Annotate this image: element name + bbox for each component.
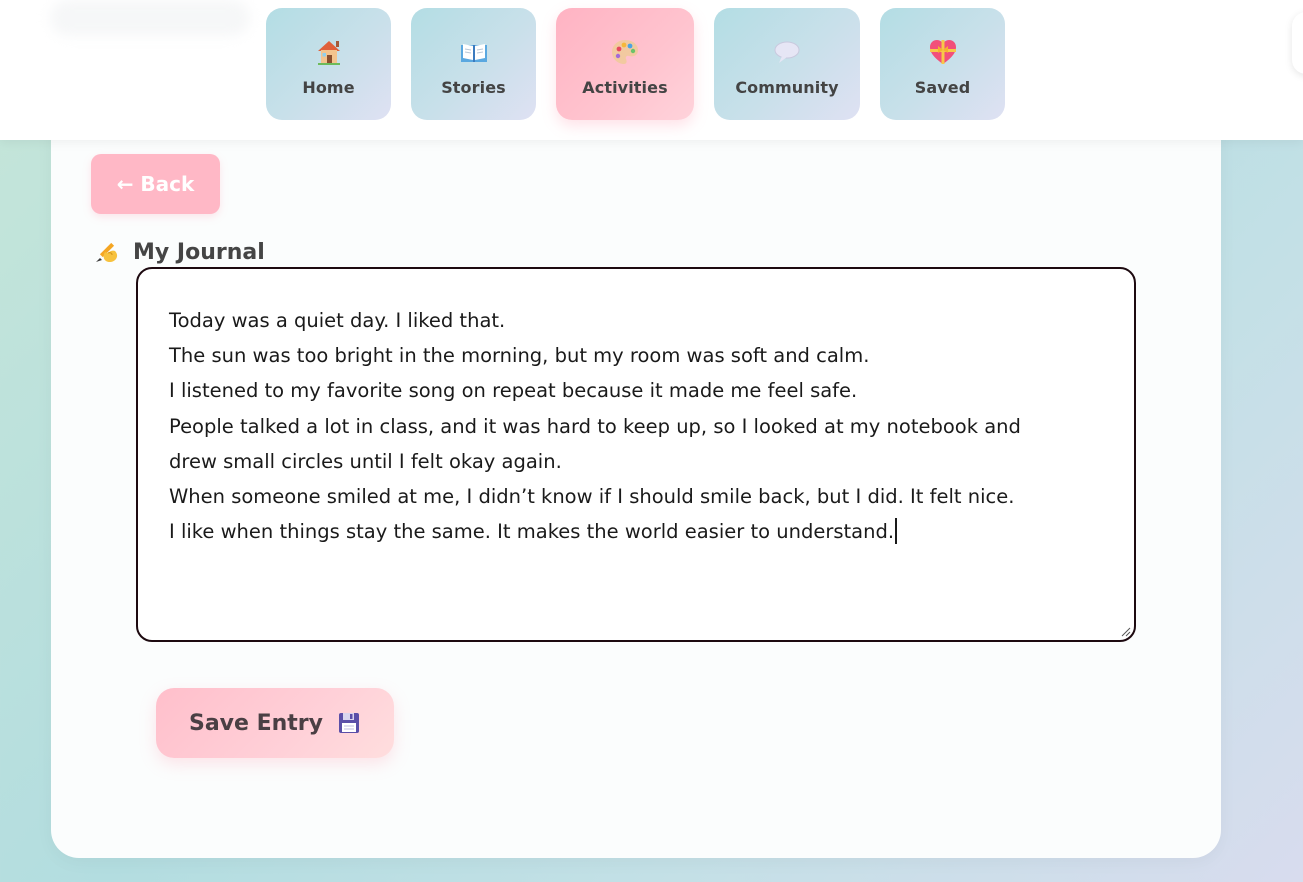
book-icon (458, 36, 490, 68)
heart-ribbon-icon (927, 36, 959, 68)
palette-icon (609, 36, 641, 68)
house-icon (313, 36, 345, 68)
nav-saved-button[interactable] (880, 8, 1005, 120)
journal-text-line: I like when things stay the same. It makes the world easier to understand. (169, 520, 895, 544)
resize-handle-icon[interactable] (1121, 627, 1131, 637)
nav-activities-label: Activities (582, 78, 668, 97)
speech-bubble-icon (771, 36, 803, 68)
nav-community-label: Community (735, 78, 839, 97)
writing-hand-icon (93, 238, 121, 266)
journal-text-line: The sun was too bright in the morning, but my room was soft and calm. (169, 344, 870, 368)
save-entry-button[interactable] (156, 688, 394, 758)
nav-stories-button[interactable] (411, 8, 536, 120)
faded-header-element (50, 0, 250, 36)
top-navigation-bar (0, 0, 1303, 140)
journal-text-line: drew small circles until I felt okay again. (169, 449, 562, 473)
text-caret (895, 518, 897, 544)
nav-home-button[interactable] (266, 8, 391, 120)
save-entry-label: Save Entry (188, 710, 323, 736)
nav-saved-label: Saved (914, 78, 971, 97)
journal-title: My Journal (133, 239, 265, 265)
journal-text-line: I listened to my favorite song on repeat because it made me feel safe. (169, 379, 858, 403)
side-panel-edge (1292, 12, 1303, 74)
back-button[interactable]: ← Back (91, 154, 220, 214)
journal-heading (93, 236, 265, 268)
nav-stories-label: Stories (441, 78, 506, 97)
nav-community-button[interactable] (714, 8, 860, 120)
floppy-disk-icon (337, 711, 361, 735)
journal-text-line: People talked a lot in class, and it was hard to keep up, so I looked at my notebook and (169, 414, 1021, 438)
journal-text-line: Today was a quiet day. I liked that. (169, 309, 506, 332)
journal-text-line-last (169, 514, 1104, 549)
journal-text-line: When someone smiled at me, I didn’t know if I should smile back, but I did. It felt nice. (169, 485, 1015, 509)
nav-home-label: Home (302, 78, 355, 97)
journal-textarea[interactable] (136, 267, 1136, 642)
nav-activities-button[interactable] (556, 8, 694, 120)
